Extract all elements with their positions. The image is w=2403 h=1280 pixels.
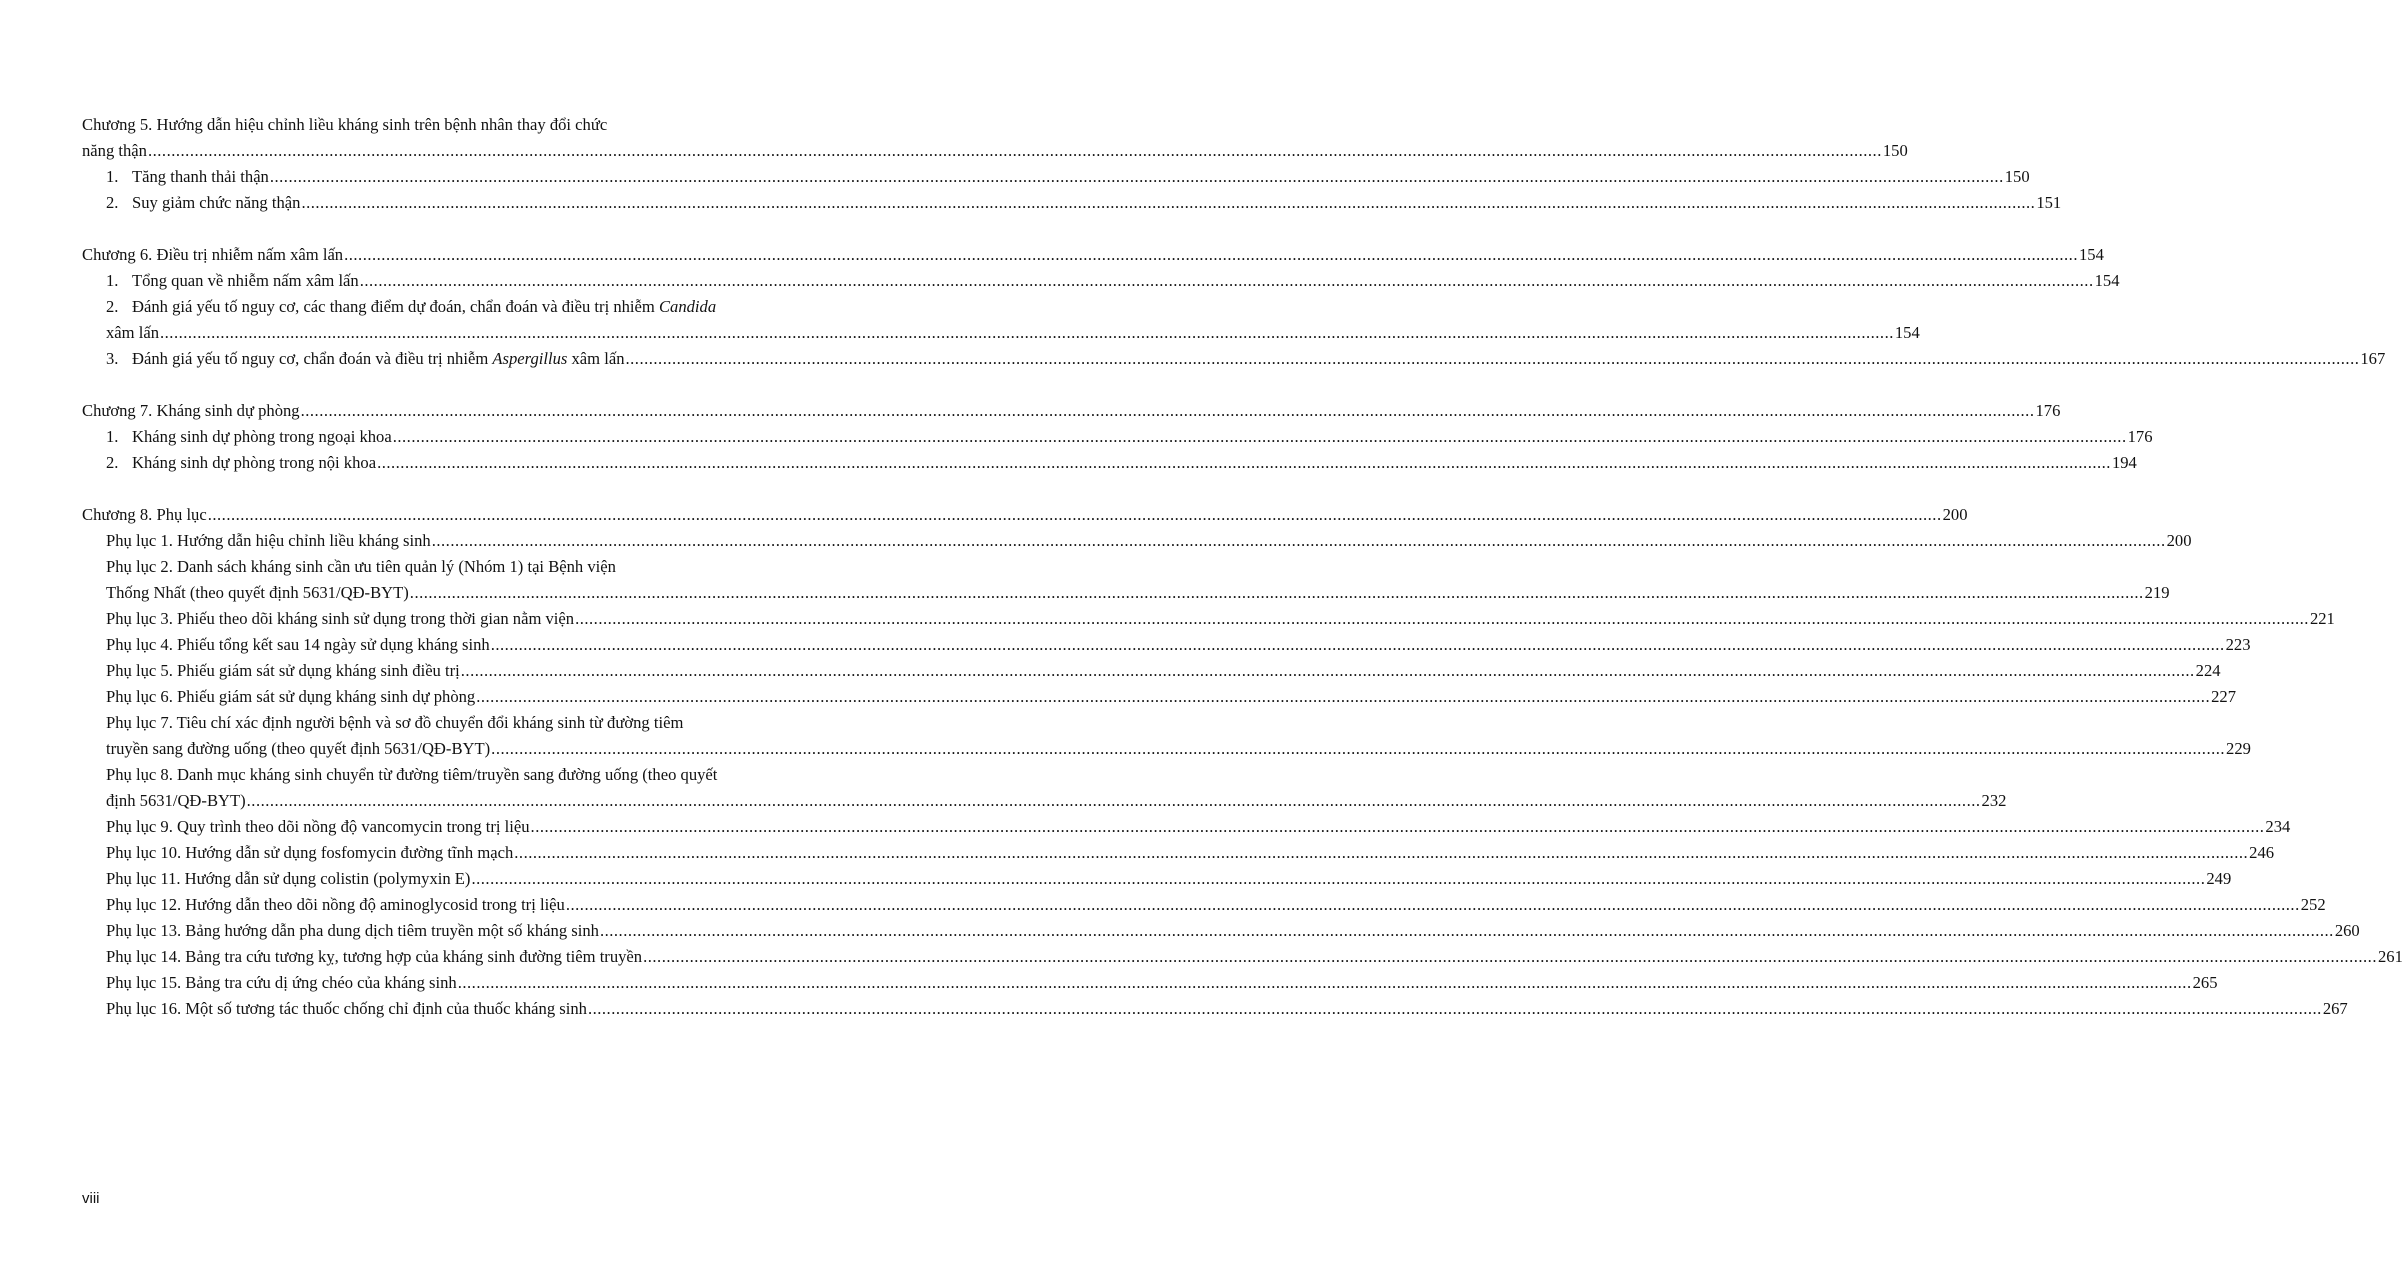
toc-entry-text: Phụ lục 5. Phiếu giám sát sử dụng kháng sinh điều trị <box>106 661 460 680</box>
toc-entry-text: xâm lấn <box>106 323 159 342</box>
toc-page-number: 151 <box>2036 193 2062 212</box>
toc-entry-text <box>106 164 269 190</box>
toc-page-number: 252 <box>2300 895 2326 914</box>
toc-page-number: 267 <box>2322 999 2348 1018</box>
toc-leader <box>471 866 2205 892</box>
toc-leader <box>160 320 1894 346</box>
toc-appendix-entry-cont[interactable] <box>82 580 2170 606</box>
toc-appendix-entry[interactable] <box>82 866 2232 892</box>
toc-entry-text: Phụ lục 4. Phiếu tổng kết sau 14 ngày sử dụng kháng sinh <box>106 635 490 654</box>
page-number-footer: viii <box>82 1190 100 1207</box>
toc-entry-text: Phụ lục 6. Phiếu giám sát sử dụng kháng sinh dự phòng <box>106 687 476 706</box>
toc-entry-text: Phụ lục 10. Hướng dẫn sử dụng fosfomycin đường tĩnh mạch <box>106 843 514 862</box>
toc-entry-text <box>106 424 392 450</box>
toc-entry-title-end: xâm lấn <box>567 349 625 368</box>
toc-entry-cont[interactable] <box>82 320 1920 346</box>
toc-entry-text: Chương 8. Phụ lục <box>82 505 207 524</box>
section-gap <box>82 476 816 502</box>
toc-page-number: 200 <box>1942 505 1968 524</box>
toc-entry-number: 2. <box>106 193 119 212</box>
toc-appendix-entry[interactable] <box>82 684 2236 710</box>
toc-leader <box>566 892 2300 918</box>
toc-leader <box>360 268 2094 294</box>
toc-entry-number: 1. <box>106 427 119 446</box>
toc-entry-text: năng thận <box>82 141 147 160</box>
toc-entry-title: Suy giảm chức năng thận <box>132 193 301 212</box>
toc-page-number: 249 <box>2206 869 2232 888</box>
toc-entry[interactable] <box>82 346 2386 372</box>
toc-leader <box>626 346 2360 372</box>
toc-entry-title: Kháng sinh dự phòng trong ngoại khoa <box>132 427 392 446</box>
toc-appendix-entry[interactable] <box>82 944 2403 970</box>
toc-page-number: 261 <box>2377 947 2403 966</box>
toc-appendix-entry[interactable] <box>82 632 2251 658</box>
toc-entry[interactable] <box>82 164 2030 190</box>
toc-page-number: 224 <box>2195 661 2221 680</box>
toc-page-number: 154 <box>2078 245 2104 264</box>
toc-appendix-entry[interactable]: Phụ lục 7. Tiêu chí xác định người bệnh và sơ đồ chuyển đổi kháng sinh từ đường tiêm <box>106 713 684 732</box>
toc-entry-text: Phụ lục 11. Hướng dẫn sử dụng colistin (polymyxin E) <box>106 869 471 888</box>
toc-leader <box>301 398 2035 424</box>
toc-appendix-entry[interactable] <box>82 528 2192 554</box>
toc-appendix-entry[interactable] <box>82 892 2326 918</box>
toc-entry-text: Thống Nhất (theo quyết định 5631/QĐ-BYT) <box>106 583 409 602</box>
toc-appendix-entry-cont[interactable] <box>82 788 2007 814</box>
toc-appendix-entry[interactable] <box>82 996 2348 1022</box>
toc-leader <box>514 840 2248 866</box>
toc-entry-title: Tăng thanh thải thận <box>132 167 269 186</box>
toc-appendix-entry[interactable] <box>82 918 2360 944</box>
toc-entry-title: Đánh giá yếu tố nguy cơ, chẩn đoán và điều trị nhiễm <box>132 349 493 368</box>
toc-leader <box>476 684 2210 710</box>
section-gap <box>82 372 816 398</box>
toc-entry-text <box>106 450 376 476</box>
toc-entry-number: 2. <box>106 453 119 472</box>
toc-entry-text: Phụ lục 15. Bảng tra cứu dị ứng chéo của kháng sinh <box>106 973 457 992</box>
toc-page-number: 234 <box>2265 817 2291 836</box>
toc-entry-text <box>106 346 625 372</box>
toc-entry-text: Phụ lục 16. Một số tương tác thuốc chống chỉ định của thuốc kháng sinh <box>106 999 587 1018</box>
table-of-contents <box>82 112 2403 1022</box>
toc-chapter-heading-cont[interactable] <box>82 138 1908 164</box>
toc-entry[interactable] <box>82 268 2120 294</box>
toc-entry-title: Kháng sinh dự phòng trong nội khoa <box>132 453 377 472</box>
toc-appendix-entry-cont[interactable] <box>82 736 2251 762</box>
toc-entry-number: 1. <box>106 271 119 290</box>
toc-leader <box>377 450 2111 476</box>
toc-appendix-entry[interactable] <box>82 606 2335 632</box>
toc-page-number: 223 <box>2225 635 2251 654</box>
toc-appendix-entry[interactable]: Phụ lục 8. Danh mục kháng sinh chuyển từ đường tiêm/truyền sang đường uống (theo quyết <box>106 765 718 784</box>
toc-entry-text: Phụ lục 14. Bảng tra cứu tương kỵ, tương hợp của kháng sinh đường tiêm truyền <box>106 947 643 966</box>
toc-entry-text: định 5631/QĐ-BYT) <box>106 791 246 810</box>
toc-entry-text <box>106 268 359 294</box>
toc-entry[interactable] <box>82 424 2153 450</box>
toc-entry-text: Phụ lục 9. Quy trình theo dõi nồng độ vancomycin trong trị liệu <box>106 817 530 836</box>
toc-leader <box>301 190 2035 216</box>
toc-page-number: 260 <box>2334 921 2360 940</box>
toc-entry-text: Chương 6. Điều trị nhiễm nấm xâm lấn <box>82 245 344 264</box>
toc-page-number: 154 <box>1894 323 1920 342</box>
toc-chapter-heading[interactable]: Chương 5. Hướng dẫn hiệu chỉnh liều kháng sinh trên bệnh nhân thay đổi chức <box>82 115 608 134</box>
toc-leader <box>344 242 2078 268</box>
toc-page-number: 176 <box>2035 401 2061 420</box>
toc-page-number: 227 <box>2211 687 2236 706</box>
toc-appendix-entry[interactable]: Phụ lục 2. Danh sách kháng sinh cần ưu tiên quản lý (Nhóm 1) tại Bệnh viện <box>106 557 616 576</box>
toc-leader <box>148 138 1882 164</box>
toc-entry-text: Phụ lục 3. Phiếu theo dõi kháng sinh sử dụng trong thời gian nằm viện <box>106 609 575 628</box>
toc-leader <box>600 918 2334 944</box>
toc-entry[interactable] <box>82 190 2062 216</box>
toc-leader <box>575 606 2309 632</box>
toc-leader <box>458 970 2192 996</box>
section-gap <box>82 216 816 242</box>
toc-page-number: 265 <box>2192 973 2218 992</box>
toc-leader <box>643 944 2377 970</box>
toc-entry-title: Tổng quan về nhiễm nấm xâm lấn <box>132 271 359 290</box>
toc-page-number: 200 <box>2166 531 2192 550</box>
toc-leader <box>491 632 2225 658</box>
toc-leader <box>208 502 1942 528</box>
toc-entry-italic-term: Candida <box>658 297 717 316</box>
toc-page-number: 167 <box>2360 349 2386 368</box>
toc-page-number: 246 <box>2249 843 2275 862</box>
toc-appendix-entry[interactable] <box>82 814 2291 840</box>
toc-chapter-heading[interactable] <box>82 398 2061 424</box>
toc-leader <box>432 528 2166 554</box>
toc-page-number: 219 <box>2144 583 2170 602</box>
toc-entry-text: Phụ lục 13. Bảng hướng dẫn pha dung dịch tiêm truyền một số kháng sinh <box>106 921 599 940</box>
toc-entry-text: truyền sang đường uống (theo quyết định 5631/QĐ-BYT) <box>106 739 491 758</box>
toc-leader <box>410 580 2144 606</box>
toc-appendix-entry[interactable] <box>82 970 2218 996</box>
toc-leader <box>270 164 2004 190</box>
toc-entry-text: Phụ lục 12. Hướng dẫn theo dõi nồng độ aminoglycosid trong trị liệu <box>106 895 565 914</box>
toc-page-number: 232 <box>1981 791 2007 810</box>
toc-page-number: 194 <box>2111 453 2137 472</box>
toc-page-number: 150 <box>1882 141 1908 160</box>
toc-entry-italic-term: Aspergillus <box>492 349 568 368</box>
toc-entry-title: Đánh giá yếu tố nguy cơ, các thang điểm dự đoán, chẩn đoán và điều trị nhiễm <box>132 297 659 316</box>
toc-entry-number: 3. <box>106 349 119 368</box>
toc-page-number: 229 <box>2226 739 2251 758</box>
toc-leader <box>393 424 2127 450</box>
appendix-list <box>82 528 2403 1022</box>
toc-chapter-heading[interactable] <box>82 242 2104 268</box>
toc-page-number: 150 <box>2004 167 2030 186</box>
toc-entry-number: 1. <box>106 167 119 186</box>
toc-page-number: 176 <box>2127 427 2153 446</box>
toc-appendix-entry[interactable] <box>82 658 2221 684</box>
toc-leader <box>461 658 2195 684</box>
toc-entry-text: Phụ lục 1. Hướng dẫn hiệu chỉnh liều kháng sinh <box>106 531 431 550</box>
toc-appendix-entry[interactable] <box>82 840 2275 866</box>
toc-page-number: 154 <box>2094 271 2120 290</box>
toc-chapter-heading[interactable] <box>82 502 1968 528</box>
toc-leader <box>491 736 2225 762</box>
toc-entry-text <box>106 190 300 216</box>
toc-leader <box>247 788 1981 814</box>
toc-entry-text: Chương 7. Kháng sinh dự phòng <box>82 401 300 420</box>
toc-entry-number: 2. <box>106 297 119 316</box>
toc-leader <box>531 814 2265 840</box>
toc-page-number: 221 <box>2309 609 2335 628</box>
toc-entry[interactable] <box>82 294 816 320</box>
toc-entry[interactable] <box>82 450 2137 476</box>
toc-leader <box>588 996 2322 1022</box>
